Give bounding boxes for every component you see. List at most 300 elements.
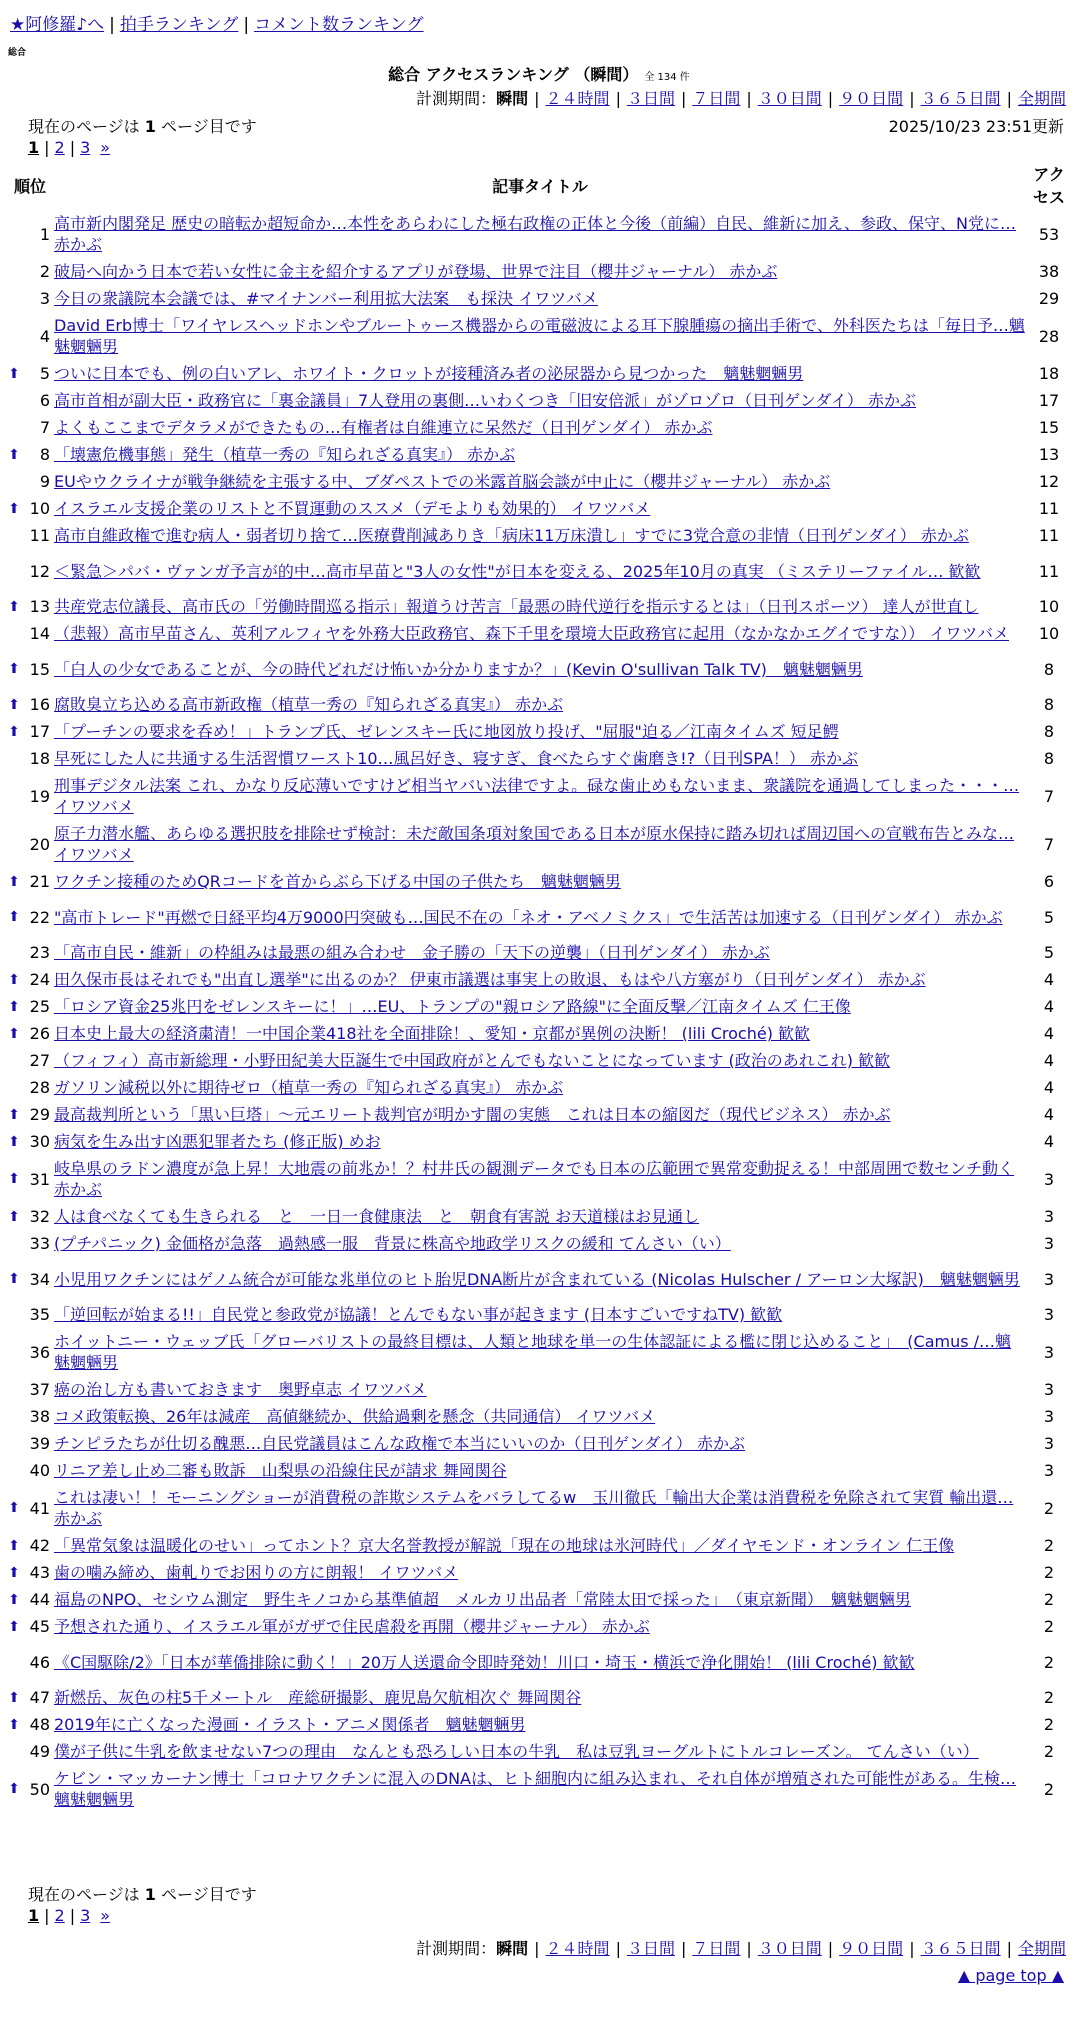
article-title-cell: [54, 1640, 1026, 1684]
table-row: [6, 820, 1072, 868]
article-title-link[interactable]: 小児用ワクチンにはゲノム統合が可能な兆単位のヒト胎児DNA断片が含まれている (Nicolas Hulscher / アーロン大塚訳) 魑魅魍魎男: [54, 1269, 1020, 1289]
rank-number: 12: [29, 561, 50, 581]
article-title-link[interactable]: イスラエル支援企業のリストと不買運動のススメ（デモよりも効果的） イワツバメ: [54, 499, 651, 518]
article-title-cell: [54, 718, 1026, 745]
up-arrow-icon: ⬆: [8, 661, 20, 677]
access-count: 4: [1043, 997, 1055, 1016]
page-title: [0, 62, 1078, 85]
table-row: [6, 285, 1072, 312]
page-info-prefix: 現在のページは: [28, 1885, 145, 1904]
article-title-link[interactable]: 腐敗臭立ち込める高市新政権（植草一秀の『知られざる真実』） 赤かぶ: [54, 695, 564, 714]
rank-change-cell: [6, 1047, 22, 1074]
article-title-link[interactable]: （フィフィ）高市新総理・小野田紀美大臣誕生で中国政府がとんでもないことになっています (政治のあれこれ) 歓歓: [54, 1051, 891, 1070]
period-link-30d[interactable]: ３０日間: [757, 89, 822, 108]
article-title-link[interactable]: 「高市自民・維新」の枠組みは最悪の組み合わせ 金子勝の「天下の逆襲」（日刊ゲンダイ） 赤かぶ: [54, 943, 770, 962]
rank-number: 43: [29, 1563, 50, 1582]
table-row: [6, 1586, 1072, 1613]
table-header: [6, 160, 1072, 210]
article-title-cell: [54, 1532, 1026, 1559]
page-title-text: 総合 アクセスランキング （瞬間）: [388, 65, 639, 84]
rank-number: 48: [29, 1715, 50, 1734]
article-title-link[interactable]: 原子力潜水艦、あらゆる選択肢を排除せず検討：未だ敵国条項対象国である日本が原水保持に踏み切れば周辺国への宣戦布告とみな…イワツバメ: [54, 824, 1015, 864]
article-title-link[interactable]: 予想された通り、イスラエル軍がガザで住民虐殺を再開（櫻井ジャーナル） 赤かぶ: [54, 1617, 650, 1636]
access-count: 15: [1038, 418, 1060, 437]
article-title-link[interactable]: 「白人の少女であることが、今の時代どれだけ怖いか分かりますか？」(Kevin O'sullivan Talk TV) 魑魅魍魎男: [54, 659, 863, 679]
column-header-count: アクセス: [1032, 165, 1065, 207]
access-count: 3: [1043, 1461, 1055, 1480]
article-title-cell: [54, 745, 1026, 772]
table-row: [6, 1020, 1072, 1047]
rank-number: 46: [29, 1652, 50, 1672]
article-title-cell: [54, 1430, 1026, 1457]
up-arrow-icon: ⬆: [8, 971, 20, 988]
page-top-link[interactable]: ▲ page top ▲: [957, 1966, 1064, 1985]
access-count: 17: [1038, 391, 1060, 410]
access-count: 2: [1043, 1590, 1055, 1609]
article-title-link[interactable]: ガソリン減税以外に期待ゼロ（植草一秀の『知られざる真実』） 赤かぶ: [54, 1078, 564, 1097]
table-row: [6, 718, 1072, 745]
table-row: [6, 993, 1072, 1020]
article-title-cell: [54, 1559, 1026, 1586]
rank-number: 38: [29, 1407, 50, 1426]
rank-change-cell: [6, 1403, 22, 1430]
table-row: [6, 1430, 1072, 1457]
table-row: [6, 360, 1072, 387]
pager-top: 1 | 2 | 3 »: [28, 138, 111, 157]
rank-change-cell: [6, 939, 22, 966]
rank-number: 19: [29, 786, 50, 806]
access-count: 11: [1038, 499, 1060, 518]
pager-current: 1: [28, 1906, 40, 1925]
access-count: 2: [1043, 1536, 1055, 1555]
page-info-bottom: [28, 1882, 257, 1905]
rank-change-cell: [6, 312, 22, 360]
period-link-all[interactable]: 全期間: [1017, 89, 1066, 108]
access-count: 28: [1038, 326, 1060, 346]
up-arrow-icon: ⬆: [8, 1564, 20, 1581]
article-title-cell: [54, 1328, 1026, 1376]
rank-number: 5: [39, 364, 50, 383]
up-arrow-icon: ⬆: [8, 909, 20, 925]
article-title-link[interactable]: 破局へ向かう日本で若い女性に金主を紹介するアプリが登場、世界で注目（櫻井ジャーナル） 赤かぶ: [54, 262, 778, 281]
rank-number: 26: [29, 1024, 50, 1043]
rank-number: 45: [29, 1617, 50, 1636]
table-row: [6, 1230, 1072, 1257]
rank-number: 21: [29, 872, 50, 891]
article-title-link[interactable]: 共産党志位議長、高市氏の「労働時間巡る指示」報道うけ苦言「最悪の時代逆行を指示するとは」（日刊スポーツ） 達人が世直し: [54, 597, 979, 616]
rank-number: 11: [29, 526, 50, 545]
article-title-cell: [54, 387, 1026, 414]
article-title-link[interactable]: コメ政策転換、26年は減産 高値継続か、供給過剰を懸念（共同通信） イワツバメ: [54, 1407, 656, 1426]
period-link-24h[interactable]: ２４時間: [545, 1939, 610, 1958]
article-title-link[interactable]: 癌の治し方も書いておきます 奥野卓志 イワツバメ: [54, 1380, 427, 1399]
article-title-link[interactable]: EUやウクライナが戦争継続を主張する中、ブダペストでの米露首脳会談が中止に（櫻井ジャーナル） 赤かぶ: [54, 472, 831, 491]
pager-next[interactable]: »: [100, 138, 111, 157]
rank-number: 50: [29, 1779, 50, 1799]
article-title-link[interactable]: 最高裁判所という「黒い巨塔」～元エリート裁判官が明かす闇の実態 これは日本の縮図だ（現代ビジネス） 赤かぶ: [54, 1105, 891, 1124]
rank-change-cell: [6, 549, 22, 593]
up-arrow-icon: ⬆: [8, 1133, 20, 1150]
rank-number: 41: [29, 1498, 50, 1518]
pager-next[interactable]: »: [100, 1906, 111, 1925]
article-title-cell: [54, 1765, 1026, 1813]
period-link-365d[interactable]: ３６５日間: [920, 1939, 1001, 1958]
article-title-cell: [54, 647, 1026, 691]
column-header-rank: 順位: [13, 176, 46, 196]
access-count: 8: [1043, 722, 1055, 741]
article-title-cell: [54, 1128, 1026, 1155]
up-arrow-icon: ⬆: [8, 1689, 20, 1706]
article-title-cell: [54, 1457, 1026, 1484]
rank-number: 34: [29, 1269, 50, 1289]
rank-change-cell: [6, 1328, 22, 1376]
period-link-365d[interactable]: ３６５日間: [920, 89, 1001, 108]
rank-number: 10: [29, 499, 50, 518]
rank-change-cell: [6, 745, 22, 772]
article-title-link[interactable]: 人は食べなくても生きられる と 一日一食健康法 と 朝食有害説 お天道様はお見通し: [54, 1207, 700, 1226]
access-count: 2: [1043, 1563, 1055, 1582]
access-count: 2: [1043, 1742, 1055, 1761]
rank-change-cell: [6, 820, 22, 868]
table-row: [6, 1559, 1072, 1586]
access-count: 3: [1043, 1434, 1055, 1453]
rank-number: 40: [29, 1461, 50, 1480]
article-title-cell: [54, 691, 1026, 718]
up-arrow-icon: ⬆: [8, 1618, 20, 1635]
access-count: 2: [1043, 1688, 1055, 1707]
period-selector-bottom: 計測期間：瞬間 | ２４時間 | ３日間 | ７日間 | ３０日間 | ９０日間 | ３６５日間 | 全期間: [416, 1939, 1066, 1958]
rank-change-cell: [6, 210, 22, 258]
rank-number: 2: [39, 262, 50, 281]
table-row: [6, 1613, 1072, 1640]
article-title-link[interactable]: "高市トレード"再燃で日経平均4万9000円突破も…国民不在の「ネオ・アベノミクス」で生活苦は加速する（日刊ゲンダイ） 赤かぶ: [54, 907, 1003, 927]
article-title-link[interactable]: ワクチン接種のためQRコードを首からぶら下げる中国の子供たち 魑魅魍魎男: [54, 872, 621, 891]
rank-number: 13: [29, 597, 50, 616]
access-count: 4: [1043, 970, 1055, 989]
top-nav: [10, 10, 424, 35]
article-title-cell: [54, 1684, 1026, 1711]
rank-change-cell: [6, 414, 22, 441]
category-label: 総合: [8, 48, 27, 58]
table-row: [6, 1257, 1072, 1301]
rank-change-cell: [6, 1301, 22, 1328]
article-title-cell: [54, 312, 1026, 360]
period-link-3d[interactable]: ３日間: [626, 89, 675, 108]
rank-change-cell: [6, 1738, 22, 1765]
rank-number: 36: [29, 1342, 50, 1362]
access-count: 4: [1043, 1024, 1055, 1043]
up-arrow-icon: ⬆: [8, 1500, 20, 1516]
updated-timestamp: 2025/10/23 23:51更新: [888, 117, 1064, 136]
total-count: 全 134 件: [644, 72, 690, 83]
up-arrow-icon: ⬆: [8, 598, 20, 615]
table-row: [6, 1203, 1072, 1230]
page-info-suffix: ページ目です: [155, 117, 257, 136]
article-title-link[interactable]: 病気を生み出す凶悪犯罪者たち (修正版) めお: [54, 1132, 381, 1151]
up-arrow-icon: ⬆: [8, 1106, 20, 1123]
access-count: 4: [1043, 1051, 1055, 1070]
article-title-cell: [54, 966, 1026, 993]
access-count: 38: [1038, 262, 1060, 281]
access-count: 3: [1043, 1207, 1055, 1226]
table-row: [6, 468, 1072, 495]
article-title-cell: [54, 1301, 1026, 1328]
table-row: [6, 895, 1072, 939]
article-title-cell: [54, 939, 1026, 966]
up-arrow-icon: ⬆: [8, 696, 20, 713]
table-row: [6, 441, 1072, 468]
access-count: 12: [1038, 472, 1060, 491]
article-title-link[interactable]: 刑事デジタル法案 これ、かなり反応薄いですけど相当ヤバい法律ですよ。碌な歯止めもないまま、衆議院を通過してしまった・・・…イワツバメ: [54, 776, 1020, 816]
access-count: 2: [1043, 1779, 1055, 1799]
pager-link-2[interactable]: 2: [54, 138, 65, 157]
rank-number: 15: [29, 659, 50, 679]
rank-change-cell: [6, 1230, 22, 1257]
table-row: [6, 1738, 1072, 1765]
article-title-cell: [54, 1484, 1026, 1532]
rank-number: 6: [39, 391, 50, 410]
pager-link-2[interactable]: 2: [54, 1906, 65, 1925]
pager-current: 1: [28, 138, 40, 157]
rank-number: 33: [29, 1234, 50, 1253]
rank-number: 20: [29, 834, 50, 854]
table-row: [6, 772, 1072, 820]
article-title-link[interactable]: 「ロシア資金25兆円をゼレンスキーに！」…EU、トランプの"親ロシア路線"に全面反撃／江南タイムズ 仁王像: [54, 997, 851, 1016]
article-title-link[interactable]: 2019年に亡くなった漫画・イラスト・アニメ関係者 魑魅魍魎男: [54, 1715, 526, 1734]
access-count: 3: [1043, 1342, 1055, 1362]
rank-change-cell: [6, 522, 22, 549]
period-link-24h[interactable]: ２４時間: [545, 89, 610, 108]
up-arrow-icon: ⬆: [8, 446, 20, 463]
access-count: 7: [1043, 786, 1055, 806]
rank-number: 28: [29, 1078, 50, 1097]
period-label: 計測期間：: [416, 89, 497, 108]
period-link-90d[interactable]: ９０日間: [839, 1939, 904, 1958]
article-title-cell: [54, 820, 1026, 868]
table-row: [6, 387, 1072, 414]
access-count: 11: [1038, 526, 1060, 545]
access-count: 53: [1038, 224, 1060, 244]
table-row: [6, 1047, 1072, 1074]
article-title-cell: [54, 1074, 1026, 1101]
column-header-title: 記事タイトル: [492, 176, 588, 196]
table-row: [6, 1128, 1072, 1155]
article-title-link[interactable]: 岐阜県のラドン濃度が急上昇！大地震の前兆か！？村井氏の観測データでも日本の広範囲で異常変動捉える！中部周囲で数センチ動く赤かぶ: [54, 1159, 1015, 1199]
page-info-prefix: 現在のページは: [28, 117, 145, 136]
article-title-cell: [54, 1047, 1026, 1074]
article-title-cell: [54, 1155, 1026, 1203]
nav-link-comment-ranking[interactable]: コメント数ランキング: [254, 15, 424, 35]
rank-number: 39: [29, 1434, 50, 1453]
table-row: [6, 868, 1072, 895]
article-title-cell: [54, 360, 1026, 387]
access-count: 8: [1043, 659, 1055, 679]
article-title-cell: [54, 441, 1026, 468]
article-title-link[interactable]: リニア差し止め二審も敗訴 山梨県の沿線住民が請求 舞岡関谷: [54, 1461, 507, 1480]
pager-link-3[interactable]: 3: [80, 138, 91, 157]
article-title-cell: [54, 495, 1026, 522]
page-info-number: 1: [144, 117, 156, 136]
article-title-link[interactable]: ケビン・マッカーナン博士「コロナワクチンに混入のDNAは、ヒト細胞内に組み込まれ、それ自体が増殖された可能性がある。生検…魑魅魍魎男: [54, 1769, 1016, 1809]
rank-number: 42: [29, 1536, 50, 1555]
access-count: 7: [1043, 834, 1055, 854]
article-title-link[interactable]: ホイットニー・ウェッブ氏「グローバリストの最終目標は、人類と地球を単一の生体認証による檻に閉じ込めること」 (Camus /…魑魅魍魎男: [54, 1332, 1012, 1372]
rank-number: 30: [29, 1132, 50, 1151]
period-link-90d[interactable]: ９０日間: [839, 89, 904, 108]
article-title-link[interactable]: 福島のNPO、セシウム測定 野生キノコから基準値超 メルカリ出品者「常陸太田で採った」 （東京新聞） 魑魅魍魎男: [54, 1590, 911, 1609]
table-row: [6, 1457, 1072, 1484]
period-link-7d[interactable]: ７日間: [692, 1939, 741, 1958]
table-row: [6, 1376, 1072, 1403]
up-arrow-icon: ⬆: [8, 1208, 20, 1225]
access-count: 10: [1038, 597, 1060, 616]
rank-change-cell: [6, 1430, 22, 1457]
article-title-link[interactable]: ついに日本でも、例の白いアレ、ホワイト・クロットが接種済み者の泌尿器から見つかった 魑魅魍魎男: [54, 364, 804, 383]
table-row: [6, 593, 1072, 620]
table-row: [6, 1101, 1072, 1128]
rank-number: 37: [29, 1380, 50, 1399]
table-row: [6, 1684, 1072, 1711]
period-selector-top: 計測期間：瞬間 | ２４時間 | ３日間 | ７日間 | ３０日間 | ９０日間 | ３６５日間 | 全期間: [416, 89, 1066, 108]
article-title-link[interactable]: チンピラたちが仕切る醜悪…自民党議員はこんな政権で本当にいいのか（日刊ゲンダイ） 赤かぶ: [54, 1434, 746, 1453]
article-title-link[interactable]: 「異常気象は温暖化のせい」ってホント？京大名誉教授が解説「現在の地球は氷河時代」／ダイヤモンド・オンライン 仁王像: [54, 1536, 955, 1555]
up-arrow-icon: ⬆: [8, 723, 20, 740]
period-current: 瞬間: [496, 89, 529, 108]
article-title-link[interactable]: 「壊憲危機事態」発生（植草一秀の『知られざる真実』） 赤かぶ: [54, 445, 516, 464]
article-title-link[interactable]: 新燃岳、灰色の柱5千メートル 産総研撮影、鹿児島欠航相次ぐ 舞岡関谷: [54, 1688, 582, 1707]
access-count: 2: [1043, 1715, 1055, 1734]
period-link-3d[interactable]: ３日間: [626, 1939, 675, 1958]
article-title-link[interactable]: 今日の衆議院本会議では、#マイナンバー利用拡大法案 も採決 イワツバメ: [54, 289, 598, 308]
table-row: [6, 647, 1072, 691]
pager-link-3[interactable]: 3: [80, 1906, 91, 1925]
rank-number: 18: [29, 749, 50, 768]
access-count: 3: [1043, 1380, 1055, 1399]
table-row: [6, 1640, 1072, 1684]
rank-number: 8: [39, 445, 50, 464]
article-title-link[interactable]: 「逆回転が始まる!!」自民党と参政党が協議！とんでもない事が起きます (日本すごいですねTV) 歓歓: [54, 1305, 783, 1324]
rank-number: 29: [29, 1105, 50, 1124]
article-title-cell: [54, 1403, 1026, 1430]
table-row: [6, 939, 1072, 966]
table-row: [6, 966, 1072, 993]
article-title-cell: [54, 1711, 1026, 1738]
article-title-cell: [54, 258, 1026, 285]
article-title-link[interactable]: 高市自維政権で進む病人・弱者切り捨て…医療費削減ありき「病床11万床潰し」すでに3党合意の非情（日刊ゲンダイ） 赤かぶ: [54, 526, 969, 545]
up-arrow-icon: ⬆: [8, 1537, 20, 1554]
period-link-7d[interactable]: ７日間: [692, 89, 741, 108]
article-title-link[interactable]: 高市新内閣発足 歴史の暗転か超短命か…本性をあらわにした極右政権の正体と今後（前編）自民、維新に加え、参政、保守、N党に…赤かぶ: [54, 214, 1017, 254]
article-title-cell: [54, 1020, 1026, 1047]
article-title-link[interactable]: ＜緊急＞パバ・ヴァンガ予言が的中…高市早苗と"3人の女性"が日本を変える、2025年10月の真実 （ミステリーファイル… 歓歓: [54, 561, 981, 581]
table-row: [6, 745, 1072, 772]
rank-change-cell: [6, 1376, 22, 1403]
rank-change-cell: [6, 772, 22, 820]
table-row: [6, 620, 1072, 647]
page-info-top: [28, 114, 257, 137]
article-title-link[interactable]: 早死にした人に共通する生活習慣ワースト10…風呂好き、寝すぎ、食べたらすぐ歯磨き!?（日刊SPA！） 赤かぶ: [54, 749, 858, 768]
article-title-link[interactable]: (プチパニック) 金価格が急落 過熱感一服 背景に株高や地政学リスクの緩和 てんさい（い）: [54, 1234, 731, 1253]
table-row: [6, 1484, 1072, 1532]
article-title-link[interactable]: David Erb博士「ワイヤレスヘッドホンやブルートゥース機器からの電磁波による耳下腺腫瘍の摘出手術で、外科医たちは「毎日予…魑魅魍魎男: [54, 316, 1025, 356]
table-row: [6, 210, 1072, 258]
rank-number: 17: [29, 722, 50, 741]
article-title-link[interactable]: これは凄い！！モーニングショーが消費税の詐欺システムをバラしてるw 玉川徹氏「輸出大企業は消費税を免除されて実質 輸出還…赤かぶ: [54, 1488, 1014, 1528]
rank-number: 24: [29, 970, 50, 989]
article-title-cell: [54, 993, 1026, 1020]
access-count: 2: [1043, 1617, 1055, 1636]
table-row: [6, 1765, 1072, 1813]
table-row: [6, 258, 1072, 285]
access-count: 3: [1043, 1305, 1055, 1324]
up-arrow-icon: ⬆: [8, 365, 20, 382]
access-count: 3: [1043, 1234, 1055, 1253]
up-arrow-icon: ⬆: [8, 1025, 20, 1042]
table-row: [6, 522, 1072, 549]
access-count: 4: [1043, 1078, 1055, 1097]
article-title-link[interactable]: （悲報）高市早苗さん、英利アルフィヤを外務大臣政務官、森下千里を環境大臣政務官に起用（なかなかエグイですな）） イワツバメ: [54, 624, 1010, 643]
rank-number: 47: [29, 1688, 50, 1707]
article-title-cell: [54, 1101, 1026, 1128]
nav-link-applause-ranking[interactable]: 拍手ランキング: [119, 15, 239, 35]
access-count: 8: [1043, 695, 1055, 714]
table-row: [6, 495, 1072, 522]
access-count: 13: [1038, 445, 1060, 464]
article-title-link[interactable]: 「プーチンの要求を呑め！」トランプ氏、ゼレンスキー氏に地図放り投げ、"屈服"迫る／江南タイムズ 短足鰐: [54, 722, 839, 741]
access-count: 5: [1043, 943, 1055, 962]
table-row: [6, 1074, 1072, 1101]
access-count: 3: [1043, 1169, 1055, 1189]
article-title-cell: [54, 1257, 1026, 1301]
up-arrow-icon: ⬆: [8, 500, 20, 517]
up-arrow-icon: ⬆: [8, 1716, 20, 1733]
rank-number: 35: [29, 1305, 50, 1324]
article-title-cell: [54, 1613, 1026, 1640]
rank-number: 1: [39, 224, 50, 244]
access-count: 4: [1043, 1105, 1055, 1124]
rank-change-cell: [6, 387, 22, 414]
article-title-cell: [54, 772, 1026, 820]
article-title-link[interactable]: 田久保市長はそれでも"出直し選挙"に出るのか？ 伊東市議選は事実上の敗退、もはや八方塞がり（日刊ゲンダイ） 赤かぶ: [54, 970, 926, 989]
article-title-link[interactable]: よくもここまでデタラメができたもの…有権者は自維連立に呆然だ（日刊ゲンダイ） 赤かぶ: [54, 418, 713, 437]
rank-change-cell: [6, 1457, 22, 1484]
article-title-link[interactable]: 僕が子供に牛乳を飲ませない7つの理由 なんとも恐ろしい日本の牛乳 私は豆乳ヨーグルトにトルコレーズン。 てんさい（い）: [54, 1742, 979, 1761]
rank-number: 23: [29, 943, 50, 962]
access-count: 2: [1043, 1652, 1055, 1672]
article-title-link[interactable]: 歯の噛み締め、歯軋りでお困りの方に朗報！ イワツバメ: [54, 1563, 459, 1582]
article-title-link[interactable]: 《C国駆除/2》「日本が華僑排除に動く！」20万人送還命令即時発効！川口・埼玉・横浜で浄化開始！ (lili Croché) 歓歓: [54, 1652, 915, 1672]
access-count: 2: [1043, 1498, 1055, 1518]
up-arrow-icon: ⬆: [8, 873, 20, 890]
table-row: [6, 691, 1072, 718]
period-link-30d[interactable]: ３０日間: [757, 1939, 822, 1958]
page-info-suffix: ページ目です: [155, 1885, 257, 1904]
rank-number: 16: [29, 695, 50, 714]
article-title-link[interactable]: 日本史上最大の経済粛清！一中国企業418社を全面排除！、愛知・京都が異例の決断！ (lili Croché) 歓歓: [54, 1024, 811, 1043]
table-row: [6, 549, 1072, 593]
article-title-link[interactable]: 高市首相が副大臣・政務官に「裏金議員」7人登用の裏側…いわくつき「旧安倍派」がゾロゾロ（日刊ゲンダイ） 赤かぶ: [54, 391, 916, 410]
nav-separator: |: [109, 15, 115, 35]
rank-number: 3: [39, 289, 50, 308]
rank-number: 14: [29, 624, 50, 643]
nav-separator: |: [243, 15, 250, 35]
period-link-all[interactable]: 全期間: [1017, 1939, 1066, 1958]
up-arrow-icon: ⬆: [8, 1591, 20, 1608]
nav-link-home[interactable]: ★阿修羅♪へ: [10, 15, 105, 35]
rank-change-cell: [6, 1640, 22, 1684]
up-arrow-icon: ⬆: [8, 1171, 20, 1187]
rank-number: 25: [29, 997, 50, 1016]
